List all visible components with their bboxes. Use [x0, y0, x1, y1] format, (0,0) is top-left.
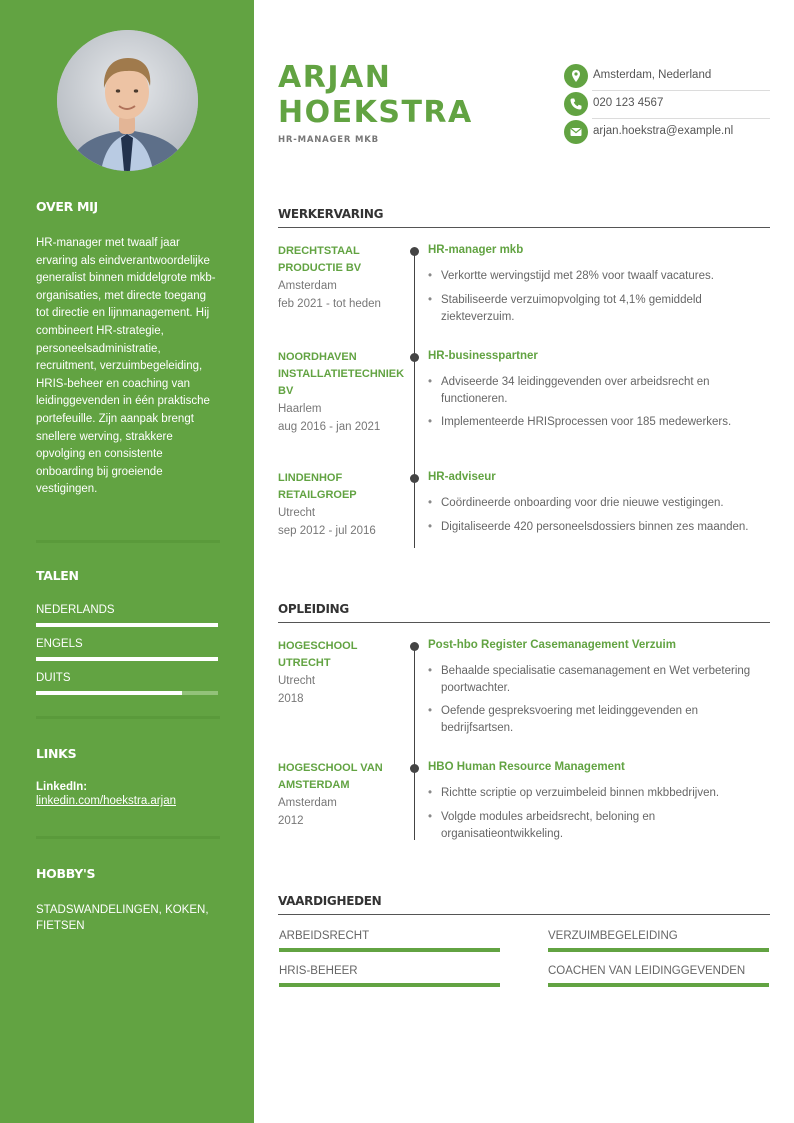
bullet-item: • Stabiliseerde verzuimopvolging tot 4,1% gemiddeld ziekteverzuim.: [428, 292, 763, 325]
org-city: Amsterdam: [278, 280, 337, 292]
experience-heading: WERKERVARING: [278, 207, 384, 221]
envelope-icon: [564, 120, 588, 144]
education-entry-org: [278, 638, 390, 708]
location-pin-icon: [564, 64, 588, 88]
language-item: [36, 638, 218, 650]
links-heading-wrap: [36, 746, 220, 761]
timeline-dot: [410, 247, 419, 256]
linkedin-label: LinkedIn:: [36, 781, 88, 793]
experience-entry-org: [278, 243, 390, 313]
first-name: ARJAN: [278, 60, 392, 95]
linkedin-block: [36, 781, 220, 807]
bullet-item: • Coördineerde onboarding voor drie nieuwe vestigingen.: [428, 495, 763, 512]
skill-level-bar: [548, 948, 769, 952]
bullet-item: • Richtte scriptie op verzuimbeleid binnen mkbbedrijven.: [428, 785, 763, 802]
language-level-bar: [36, 657, 218, 661]
school-city: Amsterdam: [278, 797, 337, 809]
about-heading: OVER MIJ: [36, 199, 98, 214]
school-name: HOGESCHOOL UTRECHT: [278, 640, 358, 669]
skill-item: [279, 965, 500, 977]
contact-location: [564, 63, 770, 91]
school-name: HOGESCHOOL VAN AMSTERDAM: [278, 762, 383, 791]
skill-item: [279, 930, 500, 942]
language-level-track: [36, 691, 218, 695]
timeline-dot: [410, 642, 419, 651]
bullet-item: • Behaalde specialisatie casemanagement en Wet verbetering poortwachter.: [428, 663, 763, 696]
language-item: [36, 672, 218, 684]
org-period: feb 2021 - tot heden: [278, 298, 381, 310]
profile-photo: [57, 30, 198, 171]
degree-title: Post-hbo Register Casemanagement Verzuim: [428, 639, 676, 651]
school-city: Utrecht: [278, 675, 316, 687]
bullet-item: • Adviseerde 34 leidinggevenden over arbeidsrecht en functioneren.: [428, 374, 763, 407]
skills-rule: [278, 914, 770, 915]
language-level-bar: [36, 691, 182, 695]
experience-rule: [278, 227, 770, 228]
skill-level-bar: [548, 983, 769, 987]
bullet-item: • Verkortte wervingstijd met 28% voor twaalf vacatures.: [428, 268, 763, 285]
experience-entry-org: [278, 349, 405, 436]
org-name: DRECHTSTAAL PRODUCTIE BV: [278, 245, 362, 274]
bullet-item: • Digitaliseerde 420 personeelsdossiers binnen zes maanden.: [428, 519, 763, 536]
skill-item: [548, 930, 769, 942]
experience-timeline: [414, 251, 415, 548]
phone-icon: [564, 92, 588, 116]
skill-name: VERZUIMBEGELEIDING: [548, 930, 678, 942]
linkedin-link[interactable]: linkedin.com/hoekstra.arjan: [36, 795, 176, 807]
org-name: NOORDHAVEN INSTALLATIETECHNIEK BV: [278, 351, 405, 397]
language-level-track: [36, 657, 218, 661]
contact-phone-text: 020 123 4567: [593, 97, 664, 109]
timeline-dot: [410, 474, 419, 483]
org-city: Haarlem: [278, 403, 322, 415]
last-name: HOEKSTRA: [278, 95, 473, 130]
language-level-track: [36, 623, 218, 627]
experience-entry-org: [278, 470, 390, 540]
person-role: HR-MANAGER MKB: [278, 135, 379, 145]
language-name: NEDERLANDS: [36, 604, 115, 616]
degree-title: HBO Human Resource Management: [428, 761, 625, 773]
org-name: LINDENHOF RETAILGROEP: [278, 472, 357, 501]
skill-level-bar: [279, 983, 500, 987]
education-heading: OPLEIDING: [278, 602, 349, 616]
skill-name: ARBEIDSRECHT: [279, 930, 370, 942]
language-name: ENGELS: [36, 638, 83, 650]
org-period: aug 2016 - jan 2021: [278, 421, 381, 433]
hobbies-text: STADSWANDELINGEN, KOKEN, FIETSEN: [36, 904, 209, 932]
education-entry-org: [278, 760, 390, 830]
sidebar-divider: [36, 540, 220, 543]
skills-heading: VAARDIGHEDEN: [278, 894, 382, 908]
timeline-dot: [410, 353, 419, 362]
hobbies-heading-wrap: [36, 866, 220, 881]
language-item: [36, 604, 218, 616]
org-period: sep 2012 - jul 2016: [278, 525, 376, 537]
contact-email: [564, 119, 770, 147]
org-city: Utrecht: [278, 507, 316, 519]
languages-heading: TALEN: [36, 568, 79, 583]
about-text: HR-manager met twaalf jaar ervaring als eindverantwoordelijke generalist binnen middelgrote mkb-organisaties, met directe toegang tot directie en lijnmanagement. Hij combineert HR-strategie, personeelsadministratie, recruitment, verzuimbegeleiding, HRIS-beheer en coaching van leidinggevenden in één praktische portefeuille. Zijn aanpak brengt snellere werving, strakkere opvolging en consistente onboarding bij groeiende vestigingen.: [36, 237, 216, 496]
skill-item: [548, 965, 769, 977]
about-section: [36, 199, 220, 214]
contact-location-text: Amsterdam, Nederland: [593, 69, 712, 81]
bullet-item: • Implementeerde HRISprocessen voor 185 medewerkers.: [428, 414, 763, 431]
school-period: 2018: [278, 693, 304, 705]
bullet-item: • Oefende gespreksvoering met leidinggevenden en bedrijfsartsen.: [428, 703, 763, 736]
skill-name: HRIS-BEHEER: [279, 965, 358, 977]
job-title: HR-adviseur: [428, 471, 496, 483]
education-rule: [278, 622, 770, 623]
sidebar: [0, 0, 254, 1123]
person-name: [278, 60, 548, 130]
bullet-item: • Volgde modules arbeidsrecht, beloning en organisatieontwikkeling.: [428, 809, 763, 842]
skill-name: COACHEN VAN LEIDINGGEVENDEN: [548, 965, 746, 977]
links-heading: LINKS: [36, 746, 77, 761]
education-timeline: [414, 646, 415, 840]
timeline-dot: [410, 764, 419, 773]
job-title: HR-businesspartner: [428, 350, 538, 362]
skill-level-bar: [279, 948, 500, 952]
language-level-bar: [36, 623, 218, 627]
sidebar-divider: [36, 836, 220, 839]
school-period: 2012: [278, 815, 304, 827]
job-title: HR-manager mkb: [428, 244, 524, 256]
contact-phone: [564, 91, 770, 119]
languages-heading-wrap: [36, 568, 220, 583]
sidebar-divider: [36, 716, 220, 719]
contact-email-text[interactable]: arjan.hoekstra@example.nl: [593, 125, 734, 137]
language-name: DUITS: [36, 672, 71, 684]
hobbies-heading: HOBBY'S: [36, 866, 96, 881]
